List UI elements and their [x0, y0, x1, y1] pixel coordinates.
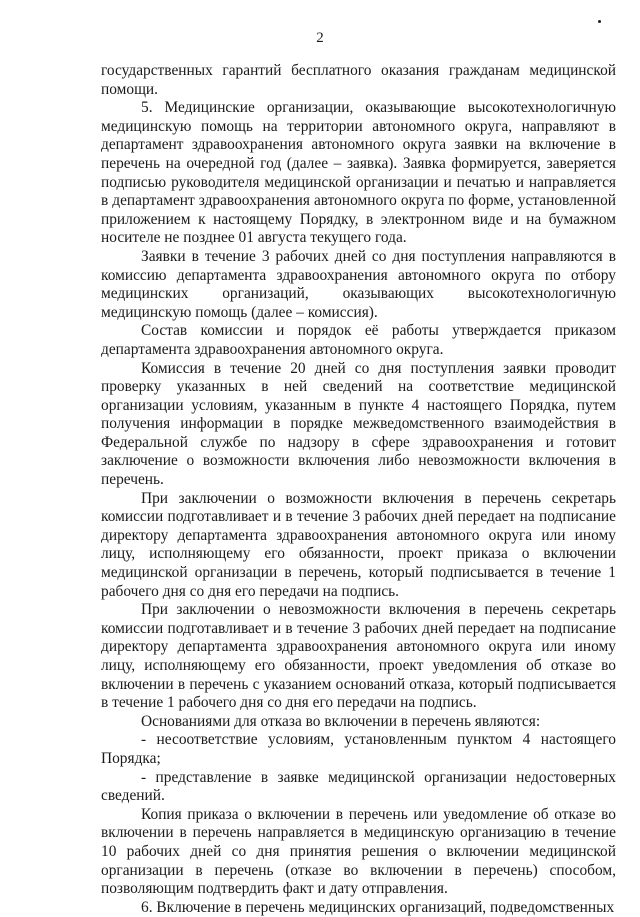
document-body: [101, 62, 616, 917]
paragraph-continuation: государственных гарантий бесплатного оказания гражданам медицинской помощи.: [101, 62, 616, 98]
paragraph-inclusion-possible: При заключении о возможности включения в перечень секретарь комиссии подготавливает и в течение 3 рабочих дней передает на подписание директору департамента здравоохранения автономного округа или иному лицу, исполняющему его обязанности, проект приказа о включении медицинской организации в перечень, который подписывается в течение 1 рабочего дня со дня его передачи на подпись.: [101, 489, 616, 600]
paragraph-item-6: 6. Включение в перечень медицинских организаций, подведомственных: [141, 898, 615, 916]
paragraph-commission-review: Комиссия в течение 20 дней со дня поступления заявки проводит проверку указанных в ней сведений на соответствие медицинской организации условиям, указанным в пункте 4 настоящего Порядка, путем получения информации в порядке межведомственного взаимодействия в Федеральной службе по надзору в сфере здравоохранения и готовит заключение о возможности включения либо невозможности включения в перечень.: [101, 359, 616, 489]
page-number: 2: [316, 30, 324, 46]
paragraph-notification: Копия приказа о включении в перечень или уведомление об отказе во включении в перечень направляется в медицинскую организацию в течение 10 рабочих дней со дня принятия решения о включении медицинской организации в перечень (отказе во включении в перечень) способом, позволяющим подтвердить факт и дату отправления.: [101, 805, 616, 898]
paragraph-applications: Заявки в течение 3 рабочих дней со дня поступления направляются в комиссию департамента здравоохранения автономного округа по отбору медицинских организаций, оказывающих высокотехнологичную медицинскую помощь (далее – комиссия).: [101, 247, 616, 321]
corner-mark: [598, 20, 601, 23]
paragraph-refusal-grounds: Основаниями для отказа во включении в перечень являются:: [141, 712, 541, 730]
paragraph-item-5: 5. Медицинские организации, оказывающие высокотехнологичную медицинскую помощь на территории автономного округа, направляют в департамент здравоохранения автономного округа заявки на включение в перечень на очередной год (далее – заявка). Заявка формируется, заверяется подписью руководителя медицинской организации и печатью и направляется в департамент здравоохранения автономного округа по форме, установленной приложением к настоящему Порядку, в электронном виде и на бумажном носителе не позднее 01 августа текущего года.: [101, 99, 616, 247]
list-item-false-info: - представление в заявке медицинской организации недостоверных сведений.: [101, 768, 616, 805]
list-item-nonconformity: - несоответствие условиям, установленным пунктом 4 настоящего Порядка;: [101, 731, 616, 767]
paragraph-commission-composition: Состав комиссии и порядок её работы утверждается приказом департамента здравоохранения автономного округа.: [101, 322, 616, 358]
paragraph-inclusion-impossible: При заключении о невозможности включения в перечень секретарь комиссии подготавливает и в течение 3 рабочих дней передает на подписание директору департамента здравоохранения автономного округа или иному лицу, исполняющему его обязанности, проект уведомления об отказе во включении в перечень с указанием оснований отказа, который подписывается в течение 1 рабочего дня со дня его передачи на подпись.: [101, 601, 616, 712]
